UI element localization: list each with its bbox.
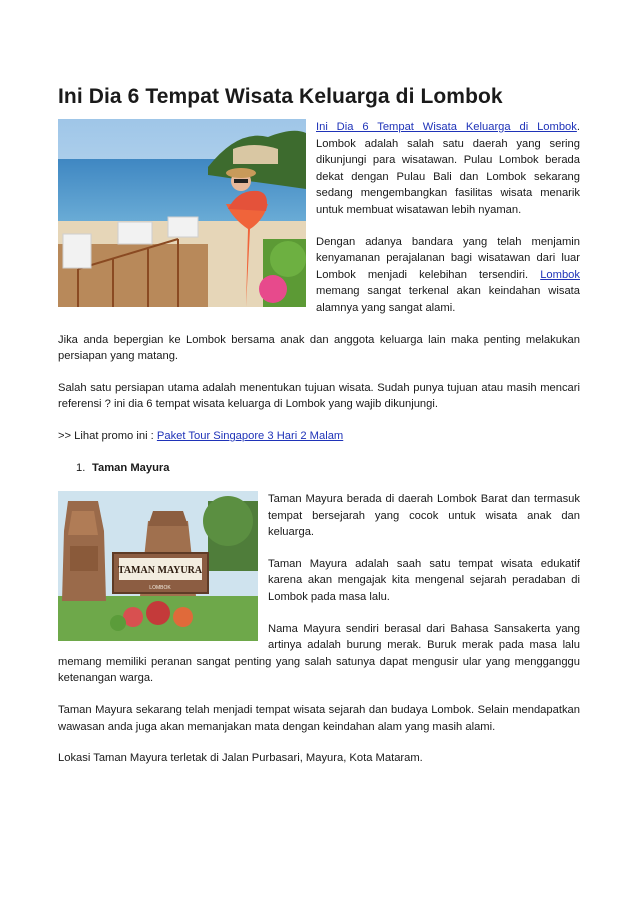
mayura-paragraph-1: Taman Mayura berada di daerah Lombok Barat dan termasuk tempat bersejarah yang cocok untuk wisata anak dan keluarga. bbox=[268, 493, 580, 539]
promo-link[interactable]: Paket Tour Singapore 3 Hari 2 Malam bbox=[156, 429, 344, 442]
beach-photo bbox=[58, 119, 306, 307]
airport-text-end: memang sangat terkenal akan keindahan wisata alamnya yang sangat alami. bbox=[316, 285, 580, 314]
promo-line bbox=[58, 428, 580, 445]
mayura-paragraph-3: Nama Mayura sendiri berasal dari Bahasa Sansakerta yang artinya adalah burung merak. Buruk merak pada masa lalu memang memiliki peranan sangat penting yang salah satunya dapat mengusir ular yang mengganggu ketenangan warga. bbox=[58, 622, 580, 685]
preparation-paragraph: Jika anda bepergian ke Lombok bersama anak dan anggota keluarga lain maka penting melakukan persiapan yang matang. bbox=[58, 333, 580, 363]
intro-text: . Lombok adalah salah satu daerah yang sering dikunjungi para wisatawan. Pulau Lombok berada dekat dengan Pulau Bali dan Lombok sekarang sedang mengembangkan fasilitas wisata menarik untuk membuat wisatawan lebih nyaman. bbox=[316, 121, 580, 216]
destination-paragraph: Salah satu persiapan utama adalah menentukan tujuan wisata. Sudah punya tujuan atau masih mencari referensi ? ini dia 6 tempat wisata keluarga di Lombok yang wajib dikunjungi. bbox=[58, 381, 580, 411]
lombok-link[interactable]: Lombok bbox=[540, 268, 580, 281]
article-body bbox=[58, 84, 580, 782]
mayura-paragraph-4: Taman Mayura sekarang telah menjadi tempat wisata sejarah dan budaya Lombok. Selain mendapatkan wawasan anda juga akan memanjakan mata dengan keindahan alam yang masih alami. bbox=[58, 704, 580, 733]
sign-title-text: TAMAN MAYURA bbox=[117, 565, 203, 577]
mayura-location-paragraph: Lokasi Taman Mayura terletak di Jalan Purbasari, Mayura, Kota Mataram. bbox=[58, 752, 423, 765]
promo-prefix: >> Lihat promo ini : bbox=[58, 429, 157, 442]
section-heading-taman-mayura bbox=[58, 460, 580, 477]
taman-mayura-photo bbox=[58, 491, 258, 641]
sign-subtitle-text: LOMBOK bbox=[149, 585, 171, 592]
airport-text-start: Dengan adanya bandara yang telah menjamin kenyamanan perajalanan bagi wisatawan dari luar Lombok menjadi kelebihan tersendiri. bbox=[316, 235, 580, 281]
section-heading-text: Taman Mayura bbox=[92, 461, 170, 474]
section-number: 1. bbox=[76, 461, 86, 474]
article-title: Ini Dia 6 Tempat Wisata Keluarga di Lombok bbox=[58, 85, 503, 108]
title-link[interactable]: Ini Dia 6 Tempat Wisata Keluarga di Lombok bbox=[316, 121, 577, 133]
mayura-paragraph-2: Taman Mayura adalah saah satu tempat wisata edukatif karena akan mengajak kita mengenal sejarah peradaban di Lombok pada masa lalu. bbox=[268, 557, 580, 604]
